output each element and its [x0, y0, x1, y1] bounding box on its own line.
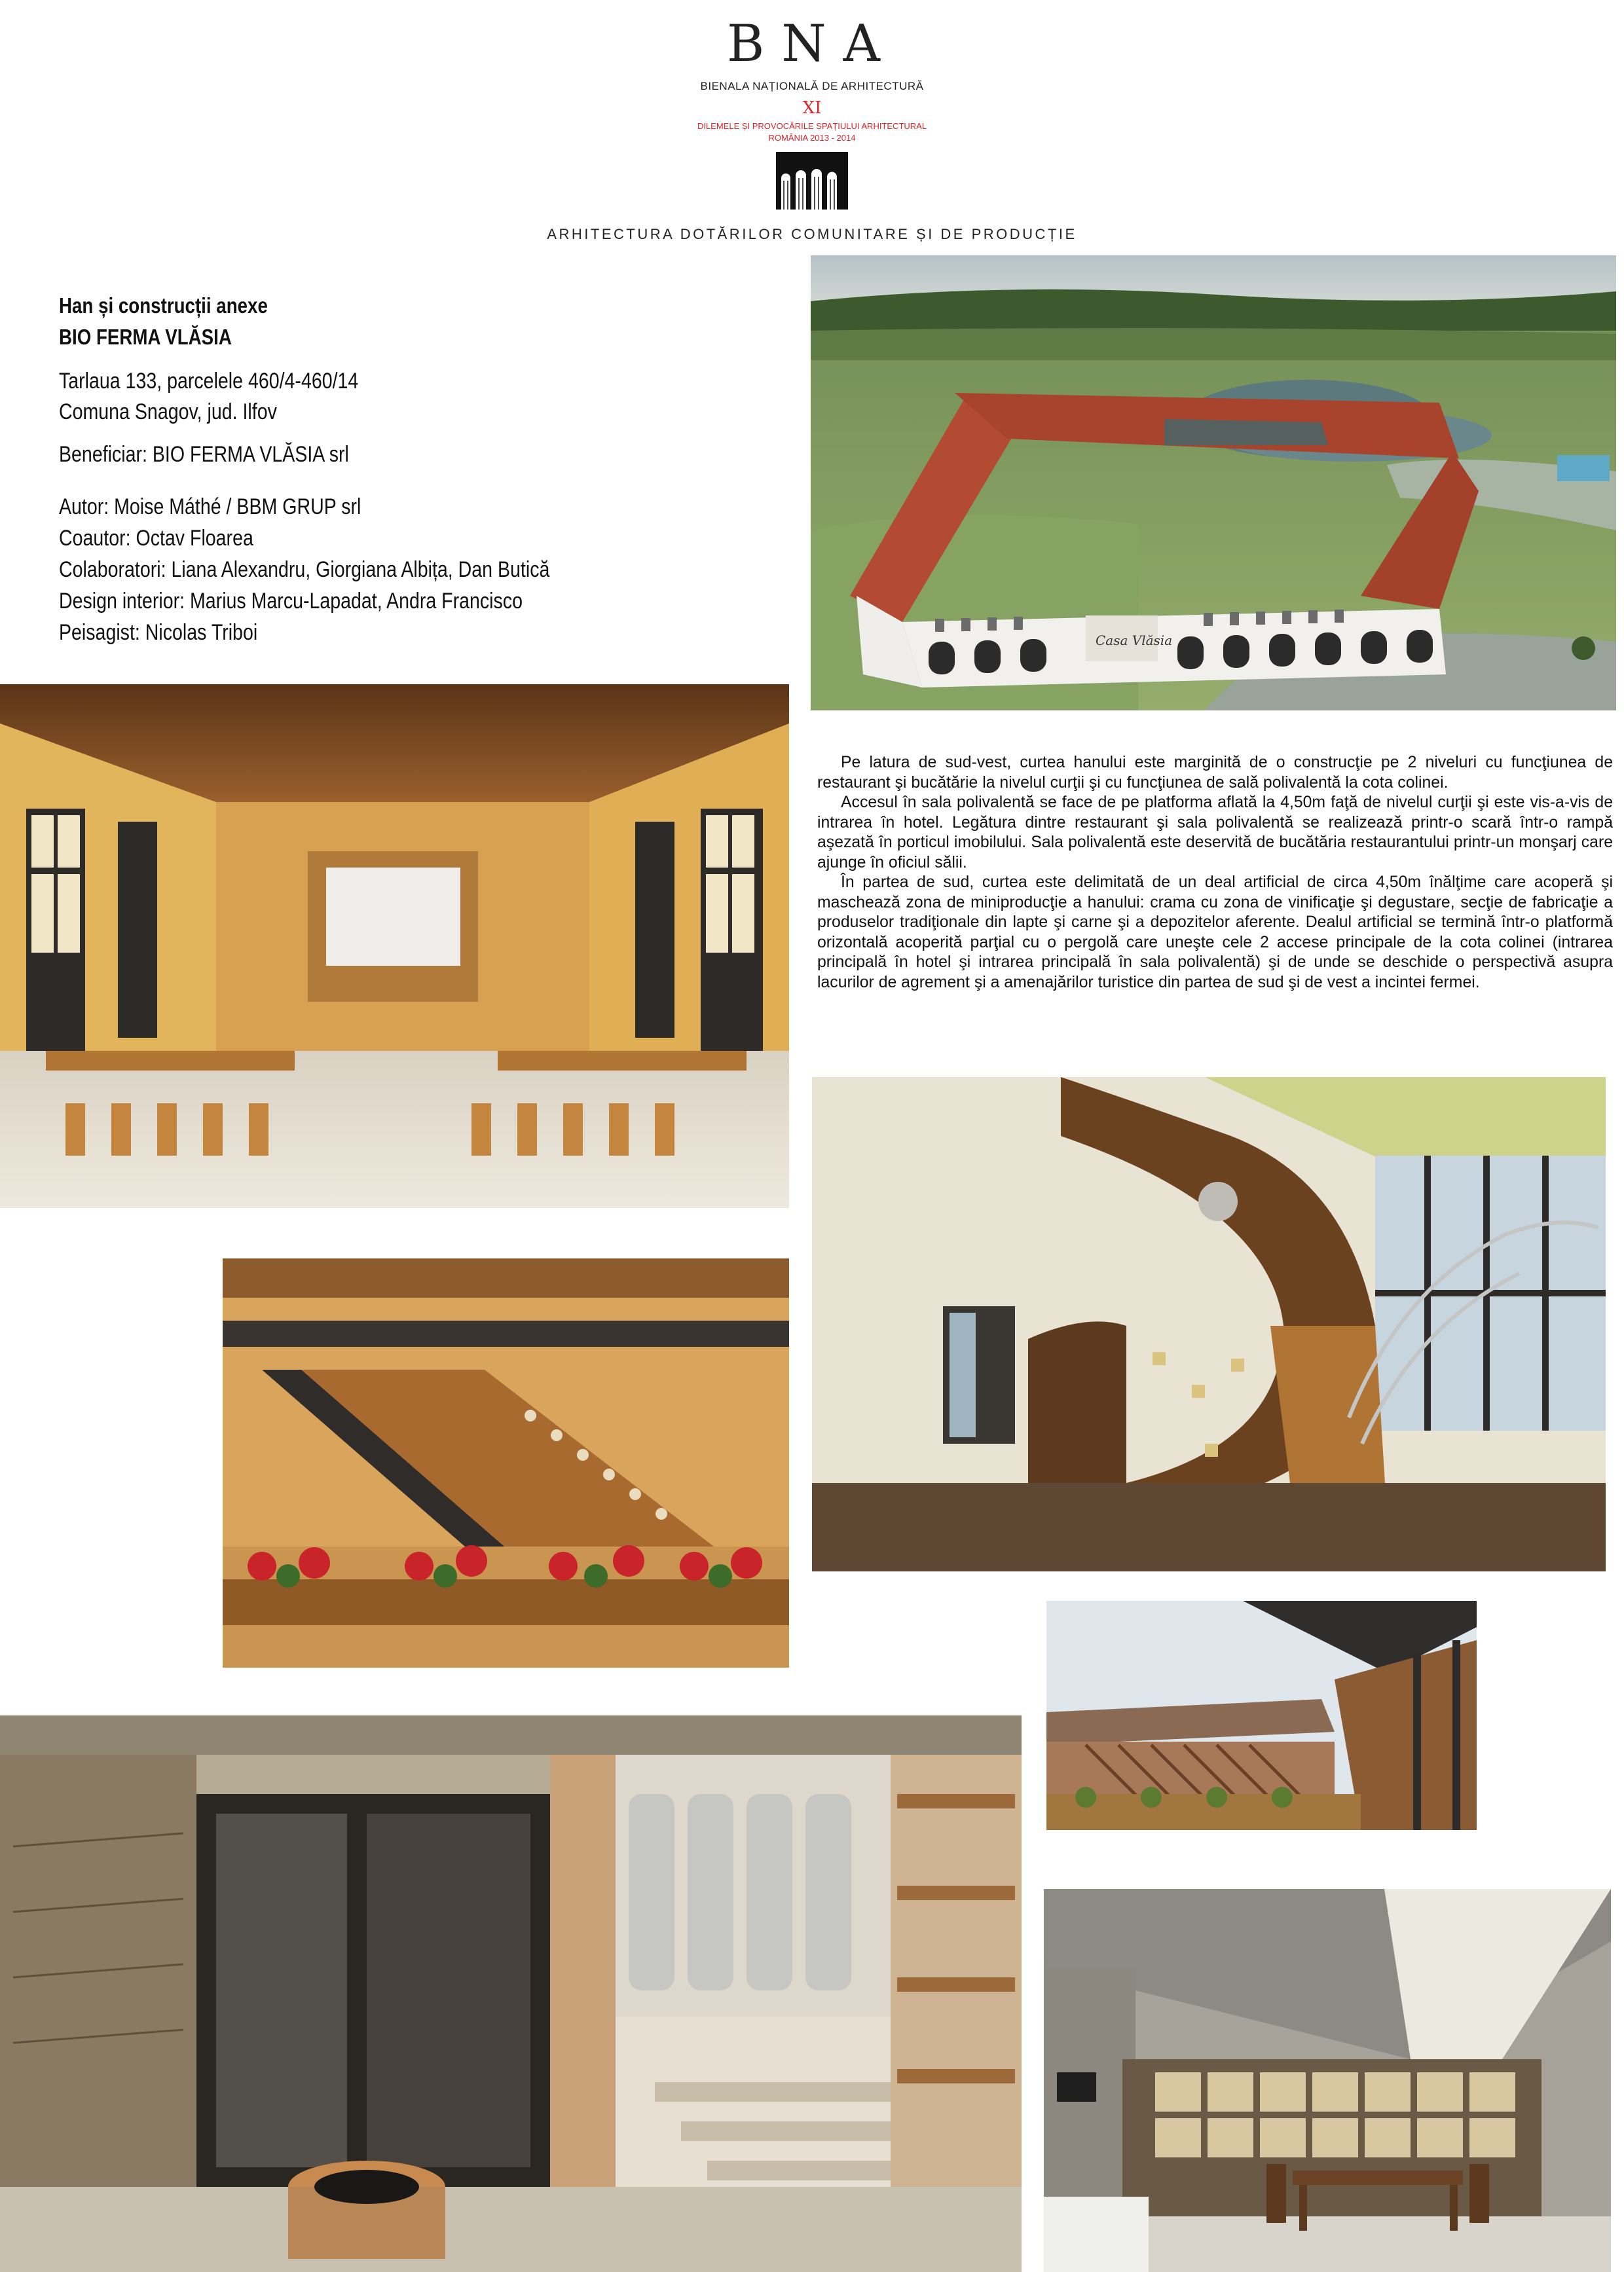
section-title: ARHITECTURA DOTĂRILOR COMUNITARE ȘI DE PRODUCȚIE	[547, 226, 1077, 242]
biennial-theme: DILEMELE ȘI PROVOCĂRILE SPAȚIULUI ARHITECTURAL	[697, 121, 927, 131]
description-paragraph: Accesul în sala polivalentă se face de pe platforma aflată la 4,50m faţă de nivelul curţii şi este vis-a-vis de intrarea în hotel. Legătura dintre restaurant şi sala polivalentă se realizează printr-o scară într-o rampă aşezată în porticul imobilului. Sala polivalentă este deservită de bucătăria restaurantului printr-un monşarj care ajunge în oficiul sălii.	[817, 794, 1613, 871]
project-type: Han și construcții anexe	[59, 293, 268, 318]
coauthor: Coautor: Octav Floarea	[59, 526, 253, 551]
conference-hall-photo	[0, 684, 789, 1208]
bna-arches-logo-icon	[776, 152, 848, 212]
collaborators: Colaboratori: Liana Alexandru, Giorgiana Albița, Dan Butică	[59, 557, 550, 582]
project-description	[817, 753, 1613, 993]
address-line2: Comuna Snagov, jud. Ilfov	[59, 399, 277, 424]
description-paragraph: În partea de sud, curtea este delimitată de un deal artificial de circa 4,50m înălţime care acoperă şi maschează zona de miniproducţie a hanului: crama cu zona de vinificaţie şi degustare, secţie de fabricaţie a produselor tradiţionale din lapte şi carne şi a depozitelor aferente. Dealul artificial se termină într-o platformă orizontală acoperită parţial cu o pergolă care uneşte cele 2 accese principale de la cota colinei (intrarea principală în hotel şi intrarea principală în sala polivalentă) şi de unde se deschide o perspectivă asupra lacurilor de agrement şi a amenajărilor turistice din partea de sud şi de vest a incintei fermei.	[817, 873, 1613, 991]
biennial-years: ROMÂNIA 2013 - 2014	[768, 133, 856, 143]
lobby-staircase-photo	[812, 1077, 1606, 1571]
biennial-name: BIENALA NAȚIONALĂ DE ARHITECTURĂ	[700, 80, 924, 92]
wine-cellar-photo	[0, 1715, 1022, 2272]
landscape-architect: Peisagist: Nicolas Triboi	[59, 620, 258, 645]
author: Autor: Moise Máthé / BBM GRUP srl	[59, 494, 361, 519]
staircase-flowers-photo	[223, 1258, 789, 1668]
address-line1: Tarlaua 133, parcelele 460/4-460/14	[59, 369, 359, 394]
beneficiary: Beneficiar: BIO FERMA VLĂSIA srl	[59, 442, 349, 467]
description-paragraph: Pe latura de sud-vest, curtea hanului este marginită de o construcţie pe 2 niveluri cu funcţiunea de restaurant şi bucătărie la nivelul curţii şi cu funcţiunea de sală polivalentă la cota colinei.	[817, 754, 1613, 792]
interior-design: Design interior: Marius Marcu-Lapadat, Andra Francisco	[59, 589, 523, 614]
tasting-room-photo	[1044, 1889, 1611, 2272]
edition-number: XI	[802, 98, 822, 118]
bna-logo-wordmark: BNA	[727, 14, 897, 73]
terrace-pergola-photo	[1046, 1601, 1477, 1830]
casa-vlasia-sign: Casa Vlăsia	[1096, 632, 1173, 648]
project-name: BIO FERMA VLĂSIA	[59, 325, 232, 349]
aerial-photo	[811, 255, 1616, 710]
